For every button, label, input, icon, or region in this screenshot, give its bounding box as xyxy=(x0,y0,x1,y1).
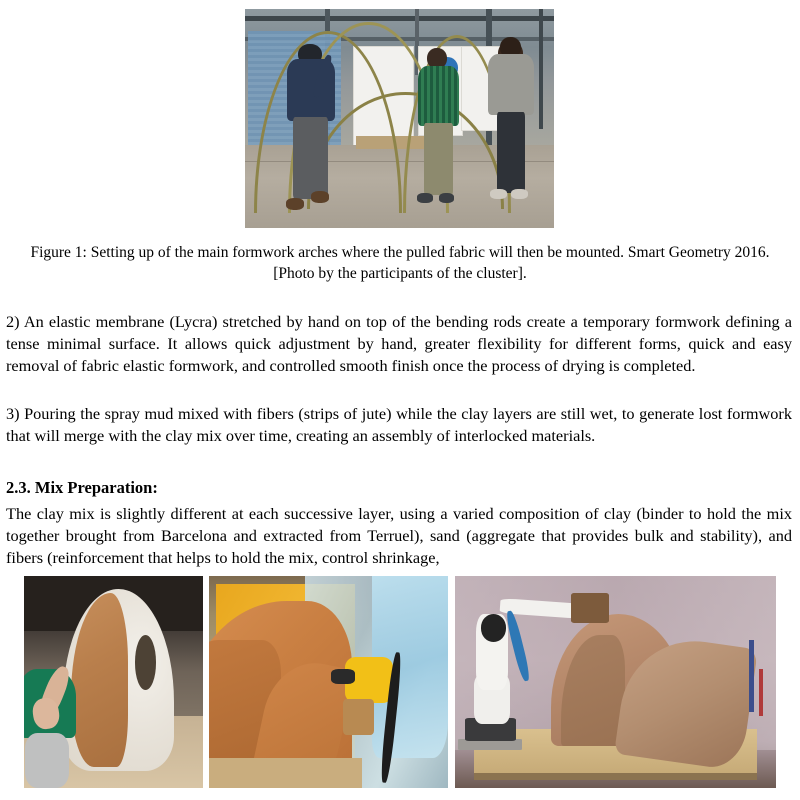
person-left xyxy=(282,44,344,215)
robot-spray-head xyxy=(571,593,610,623)
person-right xyxy=(486,37,539,206)
robot-joint xyxy=(481,614,507,642)
spray-gun-nozzle xyxy=(331,669,355,684)
figure-1-caption: Figure 1: Setting up of the main formwork arches where the pulled fabric will then be mounted. Smart Geometry 2016. [Photo by the participants of the cluster]. xyxy=(30,244,770,282)
workshop-photo xyxy=(245,9,554,228)
work-table xyxy=(209,758,362,788)
shoe xyxy=(439,193,455,202)
shoe xyxy=(490,189,507,199)
ceiling-beam-icon xyxy=(245,16,554,21)
legs xyxy=(293,117,328,199)
background-pole-red xyxy=(759,669,763,716)
spray-gun-cup xyxy=(343,699,374,735)
figure-panel-middle xyxy=(209,576,448,788)
torso xyxy=(418,66,460,126)
shoe xyxy=(311,191,330,203)
legs xyxy=(424,123,453,196)
background-pole xyxy=(749,640,753,712)
legs xyxy=(497,112,525,193)
person-applying-clay xyxy=(24,669,92,788)
shoe xyxy=(286,198,305,210)
figure-1-image xyxy=(245,9,554,228)
wall-column xyxy=(539,9,544,129)
paragraph-mix-preparation: The clay mix is slightly different at each successive layer, using a varied composition of clay (binder to hold the mix together brought from Barcelona and extracted from Terruel), sand (aggregate that provides bulk and stability), and fibers (reinforcement that helps to hold the mix, control shrinkage, xyxy=(6,504,792,568)
shoe xyxy=(417,193,433,202)
table-edge xyxy=(474,773,756,779)
section-heading-mix-preparation: 2.3. Mix Preparation: xyxy=(6,478,158,497)
figure-strip xyxy=(24,576,776,788)
paragraph-item-3: 3) Pouring the spray mud mixed with fibers (strips of jute) while the clay layers are still wet, to generate lost formwork that will merge with the clay mix over time, creating an assembly of interlocked materials. xyxy=(6,404,792,446)
figure-panel-left xyxy=(24,576,203,788)
figure-panel-right xyxy=(455,576,776,788)
person-middle xyxy=(415,48,464,206)
legs xyxy=(25,733,69,788)
shoe xyxy=(511,189,528,199)
paragraph-item-2: 2) An elastic membrane (Lycra) stretched by hand on top of the bending rods create a temporary formwork defining a tense minimal surface. It allows quick adjustment by hand, greater flexibility for different forms, quick and easy removal of fabric elastic formwork, and controlled smooth finish once the process of drying is completed. xyxy=(6,312,792,376)
torso xyxy=(488,54,534,115)
